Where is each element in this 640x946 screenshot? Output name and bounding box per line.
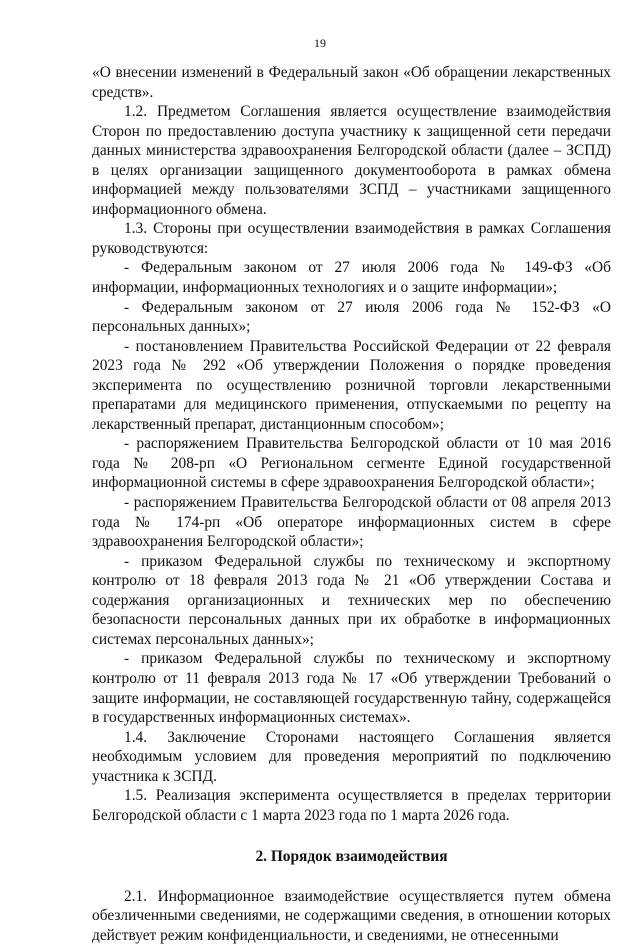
document-body [92, 63, 611, 946]
paragraph-1-3: 1.3. Стороны при осуществлении взаимодействия в рамках Соглашения руководствуются: [92, 220, 611, 257]
section-heading: 2. Порядок взаимодействия [255, 848, 448, 866]
list-item-decree-292: - постановлением Правительства Российской Федерации от 22 февраля 2023 года № 292 «Об утверждении Положения о порядке проведения эксперимента по осуществлению розничной торговли лекарственными препаратами для медицинского применения, отпускаемыми по рецепту на лекарственный препарат, дистанционным способом»; [92, 337, 611, 433]
list-item-order-21: - приказом Федеральной службы по техническому и экспортному контролю от 18 февраля 2013 года № 21 «Об утверждении Состава и содержания организационных и технических мер по обеспечению безопасности персональных данных при их обработке в информационных системах персональных данных»; [92, 552, 611, 648]
paragraph-2-1: 2.1. Информационное взаимодействие осуществляется путем обмена обезличенными сведениями, не содержащими сведения, в отношении которых действует режим конфиденциальности, и сведениями, не отнесенными [92, 887, 611, 944]
list-item-order-174: - распоряжением Правительства Белгородской области от 08 апреля 2013 года № 174-рп «Об операторе информационных систем в сфере здравоохранения Белгородской области»; [92, 494, 611, 551]
paragraph-1-5: 1.5. Реализация эксперимента осуществляется в пределах территории Белгородской области с 1 марта 2023 года по 1 марта 2026 года. [92, 787, 611, 824]
list-item-law-152: - Федеральным законом от 27 июля 2006 года № 152-ФЗ «О персональных данных»; [92, 298, 611, 336]
page-number: 19 [314, 36, 326, 50]
paragraph-1-1-continuation: «О внесении изменений в Федеральный закон «Об обращении лекарственных средств». [92, 64, 611, 101]
list-item-law-149: - Федеральным законом от 27 июля 2006 года № 149-ФЗ «Об информации, информационных технологиях и о защите информации»; [92, 259, 611, 297]
list-item-order-17: - приказом Федеральной службы по техническому и экспортному контролю от 11 февраля 2013 года № 17 «Об утверждении Требований о защите информации, не составляющей государственную тайну, содержащейся в государственных информационных системах». [92, 650, 611, 727]
paragraph-1-2: 1.2. Предметом Соглашения является осуществление взаимодействия Сторон по предоставлению доступа участнику к защищенной сети передачи данных министерства здравоохранения Белгородской области (далее – ЗСПД) в целях организации защищенного документооборота в рамках обмена информацией между пользователями ЗСПД – участниками защищенного информационного обмена. [92, 103, 611, 218]
paragraph-1-4: 1.4. Заключение Сторонами настоящего Соглашения является необходимым условием для проведения мероприятий по подключению участника к ЗСПД. [92, 728, 611, 785]
list-item-order-208: - распоряжением Правительства Белгородской области от 10 мая 2016 года № 208-рп «О Региональном сегменте Единой государственной информационной системы в сфере здравоохранения Белгородской области»; [92, 435, 611, 492]
